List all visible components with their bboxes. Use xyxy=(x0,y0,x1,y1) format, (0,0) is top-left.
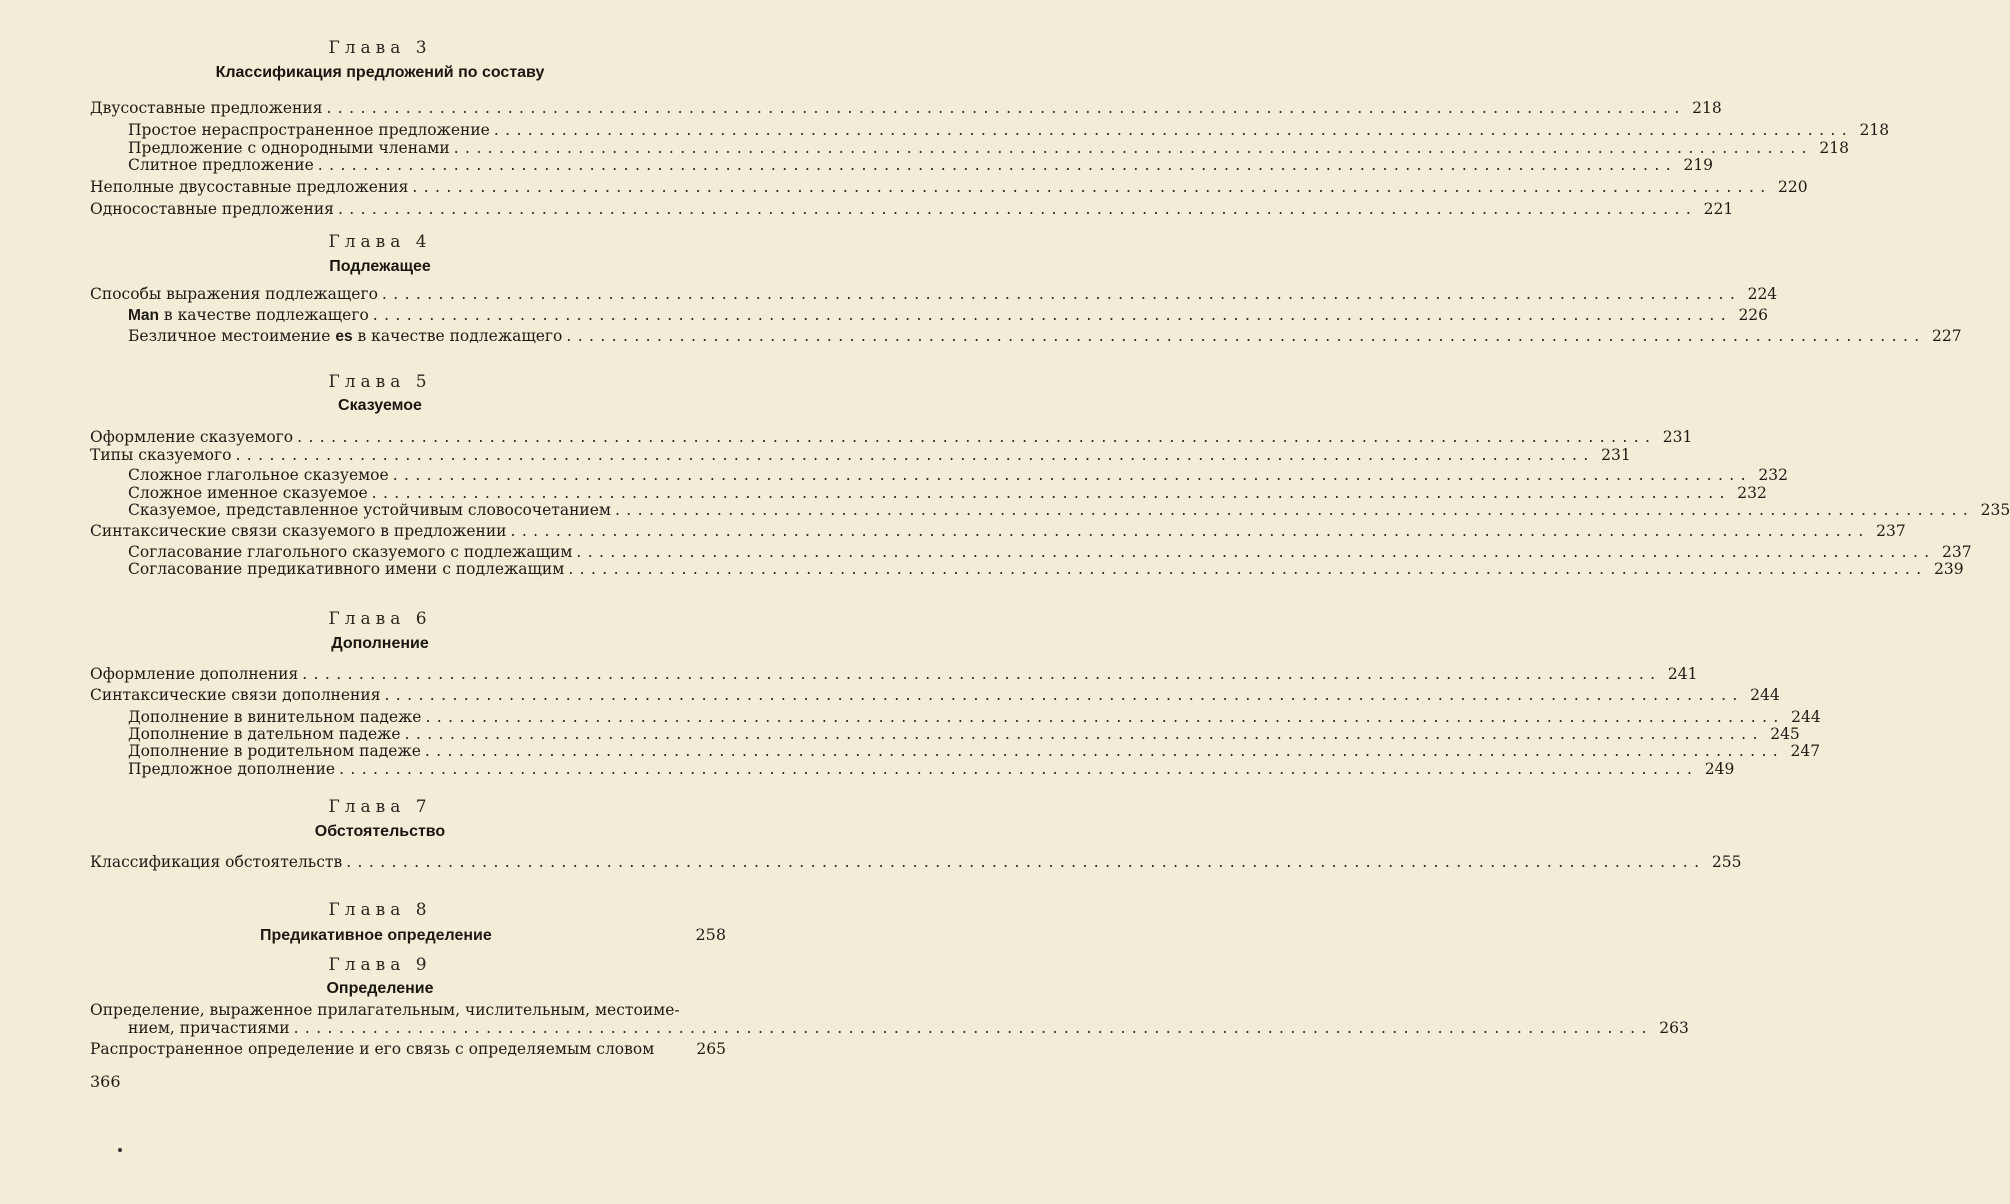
toc-entry-page: 224 xyxy=(1747,285,1778,303)
chapter-6-label: Глава 6 xyxy=(328,609,432,629)
toc-entry xyxy=(128,465,1788,485)
leader-dots: ........................................................................................................................ xyxy=(412,178,1772,196)
toc-entry xyxy=(128,305,1769,325)
toc-entry-page: 218 xyxy=(1819,139,1849,157)
toc-entry-page: 237 xyxy=(1942,543,1972,561)
toc-entry-text: Способы выражения подлежащего xyxy=(90,285,378,303)
leader-dots: ........................................................................................................................ xyxy=(614,501,1975,519)
toc-entry-page: 235 xyxy=(1980,501,2010,519)
toc-entry-text: Двусоставные предложения xyxy=(90,99,323,117)
toc-entry-page: 231 xyxy=(1662,428,1693,446)
toc-entry-text: Сложное именное сказуемое xyxy=(128,484,368,502)
leader-dots: ........................................................................................................................ xyxy=(404,725,1764,743)
toc-entry-page: 231 xyxy=(1601,446,1631,464)
toc-entry-text: Классификация обстоятельств xyxy=(90,853,343,871)
chapter-4-title: Подлежащее xyxy=(329,258,431,275)
chapter-7-title: Обстоятельство xyxy=(314,823,446,840)
toc-entry xyxy=(128,1018,1689,1038)
chapter-4-label: Глава 4 xyxy=(328,232,432,252)
toc-entry-text xyxy=(128,305,369,326)
toc-entry xyxy=(90,284,1778,304)
toc-entry-text: Сказуемое, представленное устойчивым словосочетанием xyxy=(128,501,611,519)
toc-entry xyxy=(90,664,1698,684)
chapter-8-title-line xyxy=(260,924,726,946)
toc-entry-page: 247 xyxy=(1790,742,1821,760)
leader-dots: ........................................................................................................................ xyxy=(372,306,1733,324)
leader-dots: ........................................................................................................................ xyxy=(510,522,1870,540)
chapter-9-label: Глава 9 xyxy=(328,955,432,975)
toc-entry-page: 244 xyxy=(1791,708,1821,726)
leader-dots: ........................................................................................................................ xyxy=(371,484,1731,502)
toc-entry-text: Согласование глагольного сказуемого с подлежащим xyxy=(128,543,573,561)
toc-entry-page: 218 xyxy=(1692,99,1722,117)
toc-entry xyxy=(90,445,1631,465)
toc-entry-text: Предложное дополнение xyxy=(128,760,336,778)
toc-entry-page: 218 xyxy=(1859,121,1890,139)
toc-entry-text: Простое нераспространенное предложение xyxy=(128,121,490,139)
leader-dots: ........................................................................................................................ xyxy=(568,560,1928,578)
toc-entry-text: Оформление дополнения xyxy=(90,665,299,683)
leader-dots: ........................................................................................................................ xyxy=(493,121,1854,139)
toc-entry-text: Распространенное определение и его связь с определяемым словом xyxy=(90,1040,655,1058)
toc-entry xyxy=(90,1039,726,1059)
leader-dots: ........................................................................................................................ xyxy=(293,1019,1653,1037)
leader-dots: ........................................................................................................................ xyxy=(392,466,1752,484)
toc-entry-text xyxy=(128,326,562,347)
toc-entry-text: Определение, выраженное прилагательным, числительным, местоиме- xyxy=(90,1001,680,1019)
toc-entry-text-pre: Безличное местоимение xyxy=(128,327,336,345)
toc-entry-page: 263 xyxy=(1659,1019,1689,1037)
leader-dots: ........................................................................................................................ xyxy=(566,327,1926,345)
chapter-9-title: Определение xyxy=(326,980,434,997)
toc-entry xyxy=(90,177,1808,197)
toc-entry-text: Типы сказуемого xyxy=(90,446,232,464)
toc-entry xyxy=(90,199,1734,219)
chapter-5-title: Сказуемое xyxy=(338,397,422,414)
toc-entry xyxy=(90,852,1742,872)
leader-dots: ........................................................................................................................ xyxy=(576,543,1936,561)
toc-entry-page: 265 xyxy=(696,1040,726,1058)
leader-dots: ........................................................................................................................ xyxy=(235,446,1595,464)
toc-entry-page: 220 xyxy=(1778,178,1808,196)
toc-entry-page: 226 xyxy=(1738,306,1769,324)
toc-entry-text: Слитное предложение xyxy=(128,156,314,174)
toc-entry-page: 245 xyxy=(1770,725,1800,743)
toc-entry-text: Дополнение в дательном падеже xyxy=(128,725,401,743)
toc-entry-page: 232 xyxy=(1737,484,1767,502)
chapter-7-label: Глава 7 xyxy=(328,797,432,817)
chapter-8-label: Глава 8 xyxy=(328,900,432,920)
toc-entry-text-rest: в качестве подлежащего xyxy=(352,327,563,345)
toc-entry-text-continued: нием, причастиями xyxy=(128,1019,290,1037)
chapter-8-title: Предикативное определение xyxy=(260,927,492,944)
chapter-3-label: Глава 3 xyxy=(328,38,432,58)
toc-entry xyxy=(128,500,2010,520)
toc-entry-text: Дополнение в родительном падеже xyxy=(128,742,421,760)
toc-entry-page: 255 xyxy=(1711,853,1742,871)
toc-entry-text: Дополнение в винительном падеже xyxy=(128,708,422,726)
toc-entry-keyword: Man xyxy=(128,307,159,324)
toc-entry xyxy=(128,759,1735,779)
chapter-6-title: Дополнение xyxy=(331,635,429,652)
toc-entry-page: 237 xyxy=(1876,522,1906,540)
leader-dots: ........................................................................................................................ xyxy=(317,156,1678,174)
toc-entry xyxy=(90,427,1693,447)
leader-dots: ........................................................................................................................ xyxy=(424,742,1785,760)
toc-entry xyxy=(128,326,1962,346)
toc-entry-text: Односоставные предложения xyxy=(90,200,334,218)
toc-entry xyxy=(128,120,1890,140)
leader-dots: ........................................................................................................................ xyxy=(381,285,1742,303)
toc-entry-page: 244 xyxy=(1750,686,1780,704)
chapter-5-label: Глава 5 xyxy=(328,372,432,392)
toc-entry-text: Согласование предикативного имени с подлежащим xyxy=(128,560,565,578)
leader-dots: ........................................................................................................................ xyxy=(297,428,1657,446)
leader-dots: ........................................................................................................................ xyxy=(337,200,1698,218)
chapter-3-title: Классификация предложений по составу xyxy=(215,64,545,81)
toc-entry xyxy=(90,98,1722,118)
toc-entry xyxy=(128,741,1821,761)
toc-entry-text-rest: в качестве подлежащего xyxy=(159,306,369,324)
toc-entry-page: 241 xyxy=(1667,665,1698,683)
toc-entry-page: 249 xyxy=(1704,760,1735,778)
toc-entry-text: Синтаксические связи сказуемого в предложении xyxy=(90,522,507,540)
toc-entry-text: Предложение с однородными членами xyxy=(128,139,450,157)
toc-entry-page: 219 xyxy=(1683,156,1714,174)
toc-entry-page: 232 xyxy=(1758,466,1788,484)
page-number: 366 xyxy=(90,1072,121,1091)
toc-entry xyxy=(128,155,1714,175)
leader-dots: ........................................................................................................................ xyxy=(339,760,1699,778)
toc-entry xyxy=(90,521,1906,541)
toc-entry-text: Сложное глагольное сказуемое xyxy=(128,466,389,484)
leader-dots: ........................................................................................................................ xyxy=(346,853,1706,871)
toc-entry xyxy=(90,685,1780,705)
toc-entry-text: Оформление сказуемого xyxy=(90,428,294,446)
chapter-8-page: 258 xyxy=(695,925,726,944)
toc-entry-keyword: es xyxy=(335,328,353,345)
toc-entry-page: 221 xyxy=(1703,200,1734,218)
leader-dots: ........................................................................................................................ xyxy=(384,686,1744,704)
toc-entry xyxy=(128,559,1964,579)
leader-dots: ........................................................................................................................ xyxy=(302,665,1662,683)
leader-dots: ........................................................................................................................ xyxy=(453,139,1813,157)
toc-entry-text: Синтаксические связи дополнения xyxy=(90,686,381,704)
toc-entry-page: 239 xyxy=(1933,560,1964,578)
toc-entry-page: 227 xyxy=(1932,327,1962,345)
leader-dots: ........................................................................................................................ xyxy=(425,708,1785,726)
ink-speck xyxy=(118,1148,122,1152)
leader-dots: ........................................................................................................................ xyxy=(326,99,1686,117)
toc-entry-text: Неполные двусоставные предложения xyxy=(90,178,409,196)
